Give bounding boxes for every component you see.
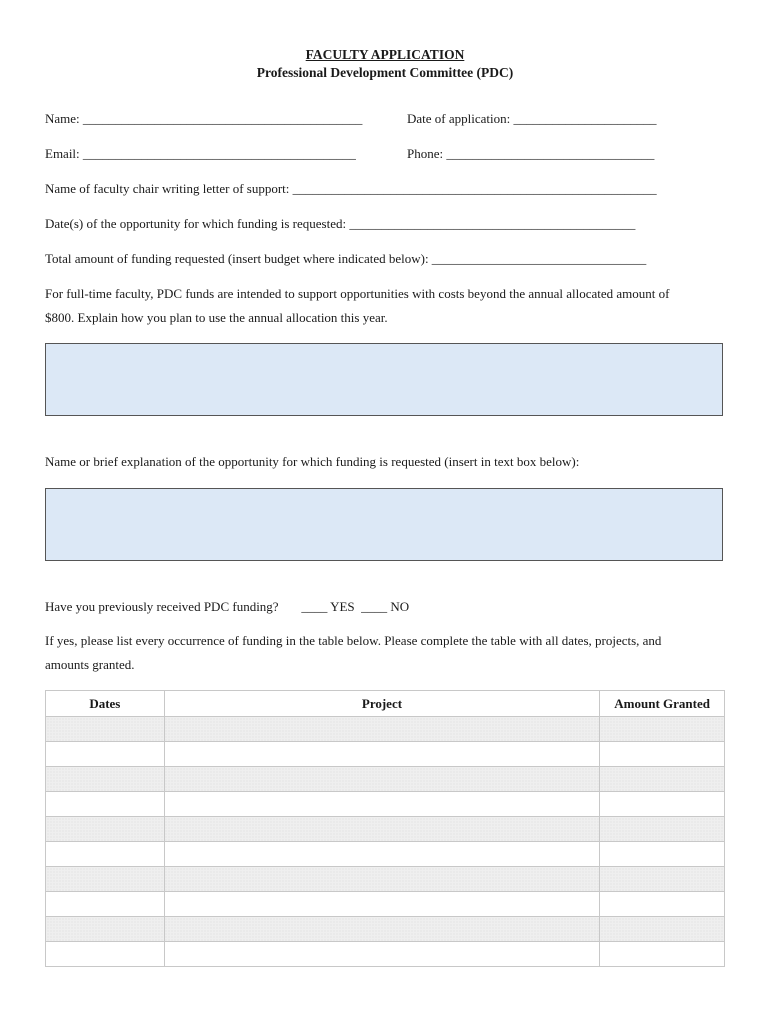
project-cell[interactable] bbox=[164, 817, 600, 842]
amount-granted-cell[interactable] bbox=[600, 842, 725, 867]
table-row bbox=[46, 767, 725, 792]
amount-granted-cell[interactable] bbox=[600, 767, 725, 792]
table-row bbox=[46, 817, 725, 842]
dates-cell[interactable] bbox=[46, 792, 165, 817]
allocation-explanation-textbox[interactable] bbox=[45, 343, 723, 416]
project-cell[interactable] bbox=[164, 717, 600, 742]
form-subtitle: Professional Development Committee (PDC) bbox=[256, 65, 514, 80]
funding-list-instruction-line2: amounts granted. bbox=[45, 657, 135, 672]
table-row bbox=[46, 942, 725, 967]
opportunity-prompt: Name or brief explanation of the opportunity for which funding is requested (insert in text box below): bbox=[45, 454, 580, 469]
funding-list-instruction-line1: If yes, please list every occurrence of funding in the table below. Please complete the table with all dates, projects, and bbox=[45, 633, 662, 648]
total-amount-field[interactable]: Total amount of funding requested (insert budget where indicated below): _________________________________ bbox=[45, 251, 647, 266]
dates-cell[interactable] bbox=[46, 817, 165, 842]
dates-cell[interactable] bbox=[46, 917, 165, 942]
dates-cell[interactable] bbox=[46, 742, 165, 767]
dates-cell[interactable] bbox=[46, 842, 165, 867]
project-cell[interactable] bbox=[164, 742, 600, 767]
fulltime-paragraph-line2: $800. Explain how you plan to use the annual allocation this year. bbox=[45, 310, 388, 325]
project-cell[interactable] bbox=[164, 892, 600, 917]
opportunity-explanation-textbox[interactable] bbox=[45, 488, 723, 561]
amount-granted-cell[interactable] bbox=[600, 917, 725, 942]
fulltime-paragraph-line1: For full-time faculty, PDC funds are intended to support opportunities with costs beyond the annual allocated amount of bbox=[45, 286, 670, 301]
table-row bbox=[46, 742, 725, 767]
opportunity-dates-field[interactable]: Date(s) of the opportunity for which funding is requested: ____________________________________________ bbox=[45, 216, 636, 231]
table-row bbox=[46, 917, 725, 942]
table-row bbox=[46, 792, 725, 817]
dates-cell[interactable] bbox=[46, 892, 165, 917]
project-cell[interactable] bbox=[164, 767, 600, 792]
faculty-chair-field[interactable]: Name of faculty chair writing letter of support: ________________________________________________________ bbox=[45, 181, 657, 196]
dates-column-header: Dates bbox=[46, 691, 165, 717]
amount-granted-cell[interactable] bbox=[600, 717, 725, 742]
project-cell[interactable] bbox=[164, 917, 600, 942]
table-row bbox=[46, 842, 725, 867]
dates-cell[interactable] bbox=[46, 767, 165, 792]
table-row bbox=[46, 717, 725, 742]
previous-funding-question[interactable]: Have you previously received PDC funding? ____ YES ____ NO bbox=[45, 599, 410, 614]
project-cell[interactable] bbox=[164, 842, 600, 867]
amount-granted-cell[interactable] bbox=[600, 817, 725, 842]
amount-granted-cell[interactable] bbox=[600, 792, 725, 817]
amount-granted-cell[interactable] bbox=[600, 742, 725, 767]
email-field[interactable]: Email: __________________________________________ bbox=[45, 146, 356, 161]
date-of-application-field[interactable]: Date of application: ______________________ bbox=[407, 111, 657, 126]
dates-cell[interactable] bbox=[46, 867, 165, 892]
project-cell[interactable] bbox=[164, 867, 600, 892]
amount-granted-cell[interactable] bbox=[600, 942, 725, 967]
project-cell[interactable] bbox=[164, 942, 600, 967]
dates-cell[interactable] bbox=[46, 942, 165, 967]
name-field[interactable]: Name: ___________________________________________ bbox=[45, 111, 363, 126]
table-header-row bbox=[46, 691, 725, 717]
form-title: FACULTY APPLICATION bbox=[305, 47, 465, 62]
project-column-header: Project bbox=[164, 691, 600, 717]
table-row bbox=[46, 867, 725, 892]
table-row bbox=[46, 892, 725, 917]
amount-granted-cell[interactable] bbox=[600, 867, 725, 892]
project-cell[interactable] bbox=[164, 792, 600, 817]
amount-granted-column-header: Amount Granted bbox=[600, 691, 725, 717]
phone-field[interactable]: Phone: ________________________________ bbox=[407, 146, 655, 161]
table-body bbox=[46, 717, 725, 967]
funding-history-table bbox=[45, 690, 725, 967]
dates-cell[interactable] bbox=[46, 717, 165, 742]
amount-granted-cell[interactable] bbox=[600, 892, 725, 917]
